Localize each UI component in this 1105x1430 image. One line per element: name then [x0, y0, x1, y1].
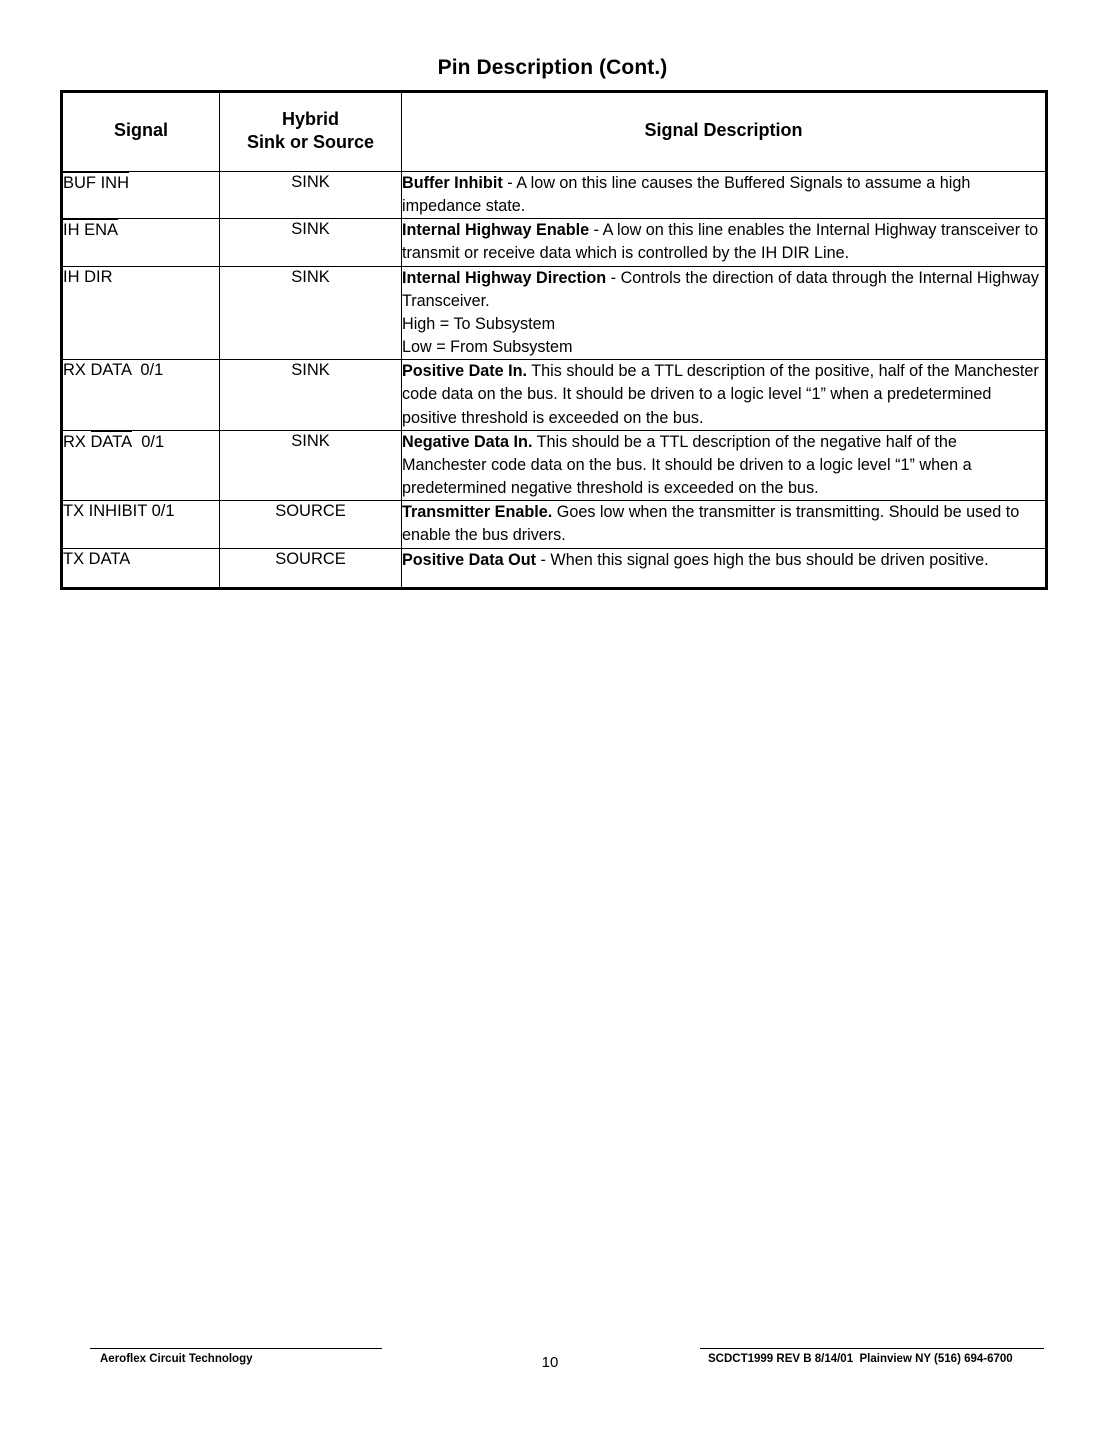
column-header-hybrid-line1: Hybrid — [281, 108, 339, 129]
description-paragraph — [402, 267, 1045, 313]
footer-document-reference: SCDCT1999 REV B 8/14/01 Plainview NY (516) 694-6700 — [708, 1353, 1013, 1365]
pin-description-table — [60, 90, 1048, 590]
cell-hybrid-sink-or-source: SOURCE — [220, 548, 402, 588]
cell-signal — [62, 548, 220, 588]
description-body: - A low on this line enables the Internal Highway transceiver to transmit or receive data which is controlled by the IH DIR Line. — [402, 221, 1039, 263]
cell-hybrid-sink-or-source: SINK — [220, 219, 402, 266]
description-term: Positive Data Out — [402, 550, 537, 569]
cell-signal — [62, 430, 220, 500]
description-term: Positive Date In. — [402, 362, 528, 381]
description-paragraph — [402, 360, 1045, 429]
cell-signal-description — [402, 501, 1047, 548]
description-body: This should be a TTL description of the positive, half of the Manchester code data on the bus. It should be driven to a logic level “1” when a predetermined positive threshold is exceeded on the bus. — [402, 362, 1039, 427]
footer-company-name: Aeroflex Circuit Technology — [100, 1353, 253, 1365]
table-row — [62, 219, 1047, 266]
description-term: Transmitter Enable. — [402, 503, 553, 522]
description-extra-line: Low = From Subsystem — [402, 338, 573, 357]
description-paragraph — [402, 549, 1045, 572]
cell-hybrid-sink-or-source: SINK — [220, 266, 402, 360]
table-body — [62, 172, 1047, 589]
cell-hybrid-sink-or-source: SINK — [220, 430, 402, 500]
description-paragraph — [402, 431, 1045, 500]
column-header-hybrid-line2: Sink or Source — [246, 132, 375, 152]
signal-name-overlined: IH ENA — [63, 221, 119, 240]
column-header-hybrid — [220, 92, 402, 172]
description-body: - Controls the direction of data through the Internal Highway Transceiver. — [402, 268, 1039, 310]
cell-signal — [62, 172, 220, 219]
table-header-row — [62, 92, 1047, 172]
signal-name-overlined: BUF INH — [63, 174, 129, 192]
cell-signal-description — [402, 360, 1047, 430]
signal-name: IH DIR — [63, 267, 113, 286]
cell-hybrid-sink-or-source: SINK — [220, 172, 402, 219]
column-header-description: Signal Description — [402, 92, 1047, 172]
cell-hybrid-sink-or-source: SOURCE — [220, 501, 402, 548]
table-row — [62, 430, 1047, 500]
cell-signal-description — [402, 172, 1047, 219]
cell-signal — [62, 360, 220, 430]
description-body: This should be a TTL description of the negative half of the Manchester code data on the bus. It should be driven to a logic level “1” when a predetermined negative threshold is exceeded on the bus. — [402, 432, 972, 498]
description-paragraph — [402, 172, 1045, 218]
table-row — [62, 548, 1047, 588]
column-header-signal: Signal — [62, 92, 220, 172]
description-paragraph — [402, 219, 1045, 265]
footer-page-number: 10 — [541, 1354, 559, 1371]
description-term: Internal Highway Direction — [402, 268, 607, 287]
cell-hybrid-sink-or-source: SINK — [220, 360, 402, 430]
description-term: Buffer Inhibit — [402, 174, 503, 192]
signal-name: RX DATA 0/1 — [63, 361, 164, 380]
cell-signal-description — [402, 430, 1047, 500]
table-row — [62, 266, 1047, 360]
cell-signal-description — [402, 219, 1047, 266]
table-row — [62, 360, 1047, 430]
footer-right-block — [700, 1348, 1044, 1365]
signal-name: TX INHIBIT 0/1 — [63, 502, 175, 521]
cell-signal-description — [402, 548, 1047, 588]
signal-name-prefix: RX — [63, 432, 91, 451]
cell-signal — [62, 219, 220, 266]
table-header — [62, 92, 1047, 172]
footer-left-block — [90, 1348, 382, 1365]
cell-signal-description — [402, 266, 1047, 360]
table-row — [62, 172, 1047, 219]
page-title: Pin Description (Cont.) — [437, 56, 668, 79]
description-body: - When this signal goes high the bus should be driven positive. — [536, 550, 989, 569]
cell-signal — [62, 266, 220, 360]
description-term: Negative Data In. — [402, 432, 533, 451]
cell-signal — [62, 501, 220, 548]
signal-name-suffix: 0/1 — [132, 432, 165, 451]
signal-name: TX DATA — [63, 549, 131, 568]
description-body: - A low on this line causes the Buffered Signals to assume a high impedance state. — [402, 174, 971, 216]
description-body: Goes low when the transmitter is transmitting. Should be used to enable the bus drivers. — [402, 503, 1020, 545]
description-paragraph — [402, 501, 1045, 547]
description-extra-line: High = To Subsystem — [402, 314, 556, 333]
description-term: Internal Highway Enable — [402, 221, 590, 240]
table-row — [62, 501, 1047, 548]
page-footer — [0, 1348, 1105, 1388]
signal-name-overlined: DATA — [90, 432, 133, 451]
